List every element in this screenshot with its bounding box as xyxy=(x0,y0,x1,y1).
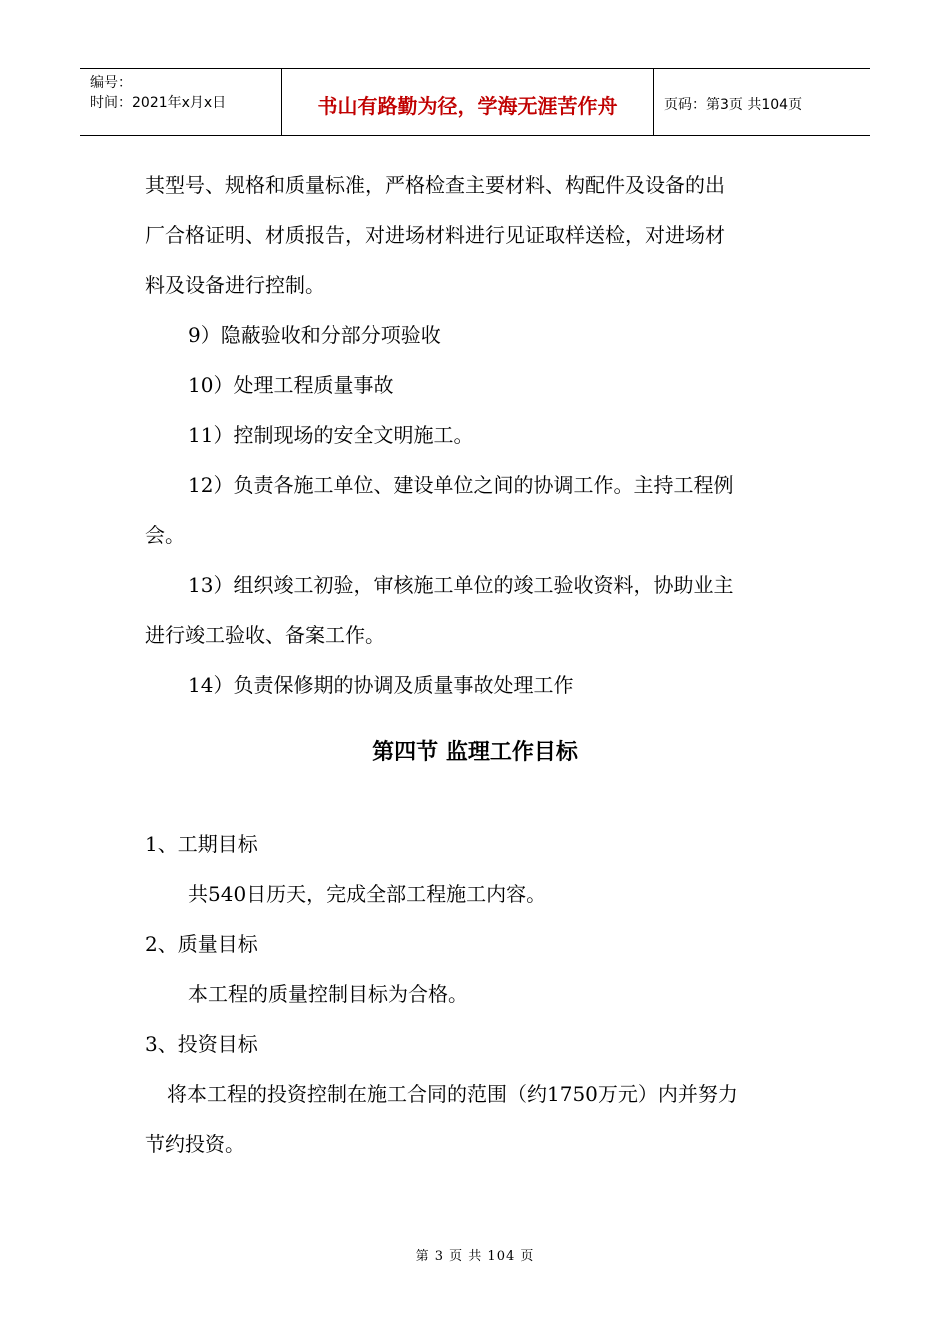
header-page-info: 页码：第3页 共104页 xyxy=(664,97,803,113)
list-item: 11）控制现场的安全文明施工。 xyxy=(188,423,474,447)
body-line: 料及设备进行控制。 xyxy=(145,273,325,297)
list-item: 9）隐蔽验收和分部分项验收 xyxy=(188,323,441,347)
header-number: 编号： xyxy=(90,75,132,91)
page-footer: 第 3 页 共 104 页 xyxy=(415,1249,535,1264)
goal-heading: 2、质量目标 xyxy=(145,932,258,956)
list-item: 14）负责保修期的协调及质量事故处理工作 xyxy=(188,673,574,697)
header-meta xyxy=(80,69,282,135)
list-item: 10）处理工程质量事故 xyxy=(188,373,394,397)
list-item: 12）负责各施工单位、建设单位之间的协调工作。主持工程例 xyxy=(188,473,734,497)
goal-text: 将本工程的投资控制在施工合同的范围（约1750万元）内并努力 xyxy=(167,1082,738,1106)
body-line: 进行竣工验收、备案工作。 xyxy=(145,623,385,647)
goal-text: 本工程的质量控制目标为合格。 xyxy=(188,982,468,1006)
list-item: 13）组织竣工初验，审核施工单位的竣工验收资料，协助业主 xyxy=(188,573,734,597)
goal-text: 共540日历天，完成全部工程施工内容。 xyxy=(188,882,547,906)
header-time: 时间：2021年x月x日 xyxy=(90,95,227,111)
goal-heading: 1、工期目标 xyxy=(145,832,258,856)
body-line: 厂合格证明、材质报告，对进场材料进行见证取样送检，对进场材 xyxy=(145,223,725,247)
goal-text: 节约投资。 xyxy=(145,1132,245,1156)
goal-heading: 3、投资目标 xyxy=(145,1032,258,1056)
section-body xyxy=(145,819,810,1169)
body-line: 会。 xyxy=(145,523,185,547)
header-motto: 书山有路勤为径，学海无涯苦作舟 xyxy=(282,69,654,135)
page-header xyxy=(80,68,870,136)
section-title: 第四节 监理工作目标 xyxy=(372,740,578,765)
body-line: 其型号、规格和质量标准，严格检查主要材料、构配件及设备的出 xyxy=(145,173,725,197)
body-text xyxy=(145,160,810,710)
